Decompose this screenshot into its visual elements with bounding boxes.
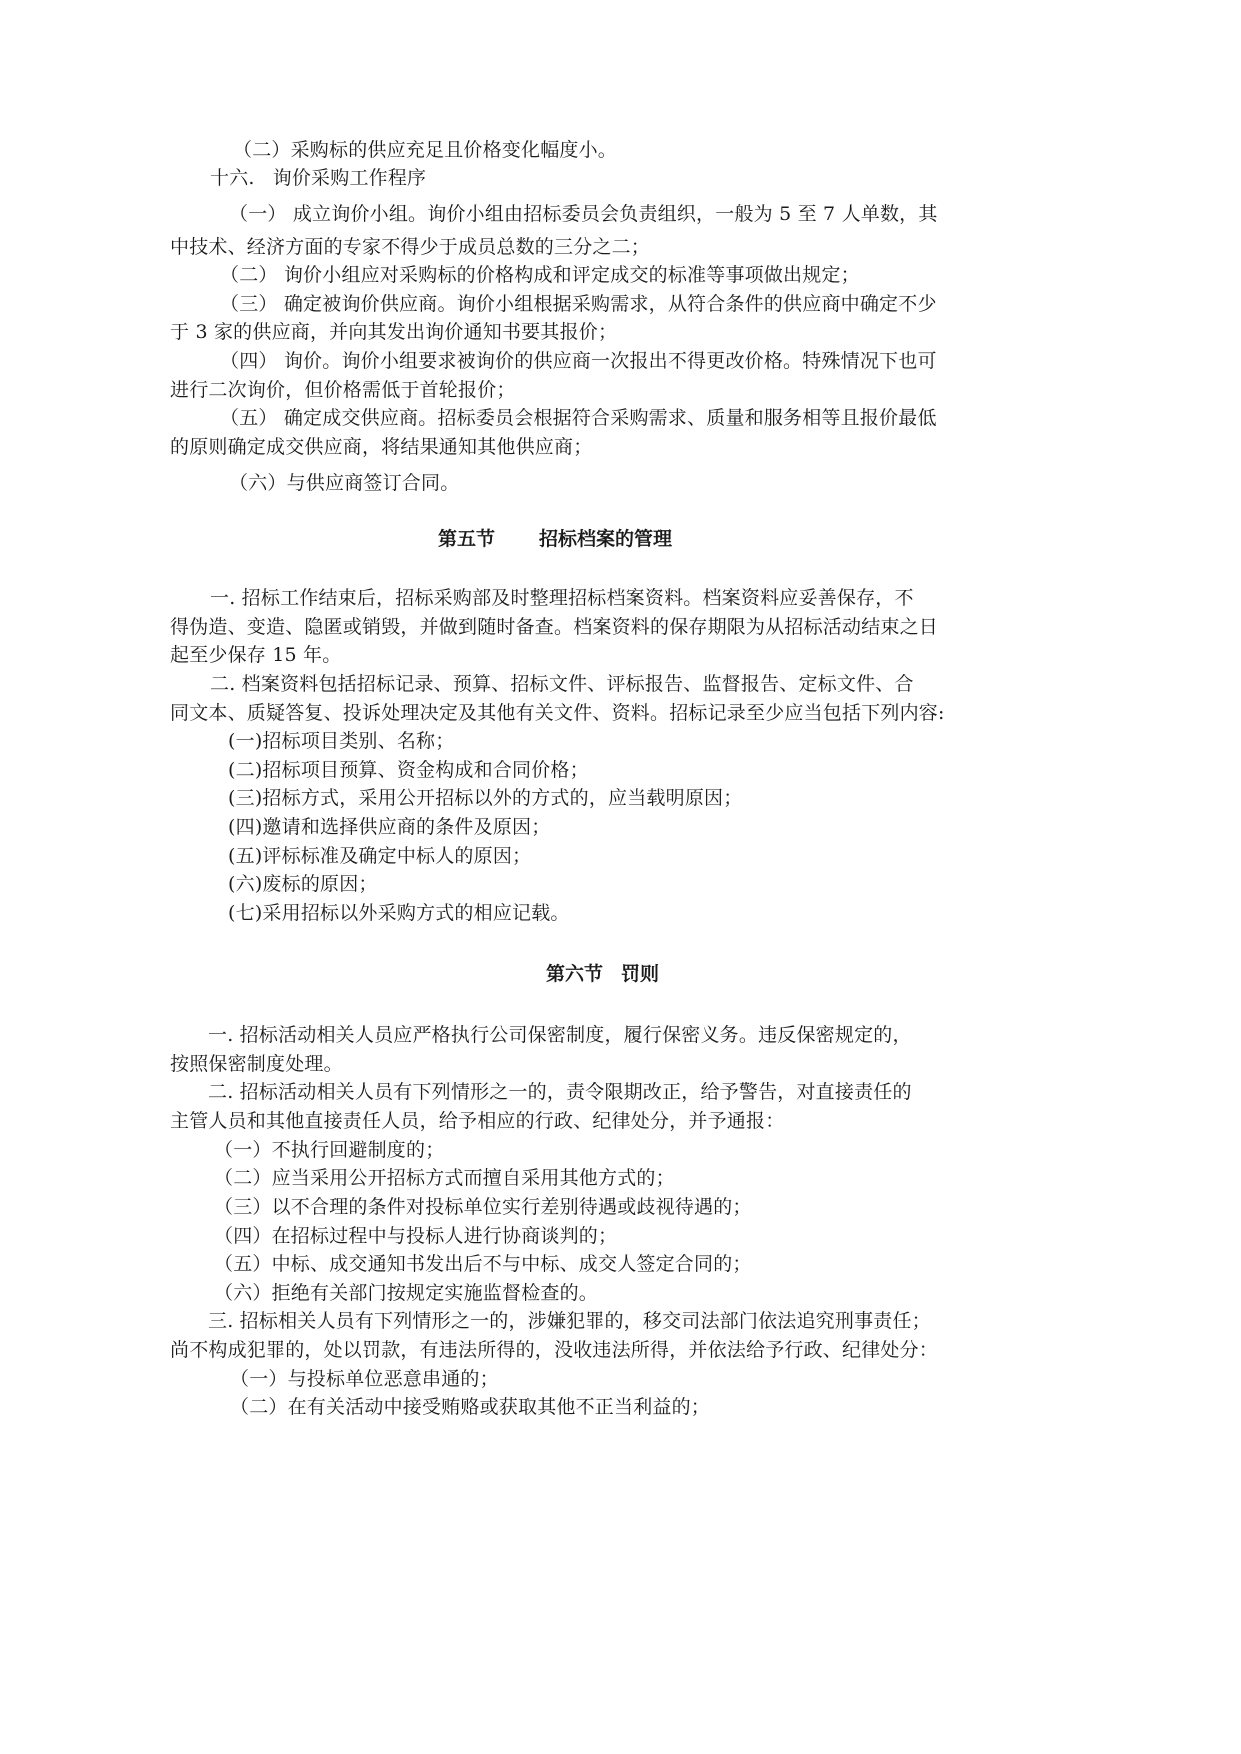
paragraph-line: （五） 确定成交供应商。招标委员会根据符合采购需求、质量和服务相等且报价最低 [220, 407, 937, 429]
list-item: (四)邀请和选择供应商的条件及原因； [228, 816, 551, 838]
list-item: （二）在有关活动中接受贿赂或获取其他不正当利益的； [230, 1396, 711, 1418]
paragraph-line: 主管人员和其他直接责任人员，给予相应的行政、纪律处分，并予通报： [170, 1110, 785, 1132]
clause-title: 询价采购工作程序 [272, 167, 427, 189]
section-number: 第五节 [438, 528, 496, 550]
section-heading [438, 527, 672, 551]
section-number: 第六节 [546, 963, 604, 985]
paragraph-line: 一. 招标活动相关人员应严格执行公司保密制度，履行保密义务。违反保密规定的， [208, 1024, 912, 1046]
paragraph-line: 中技术、经济方面的专家不得少于成员总数的三分之二； [170, 236, 651, 258]
paragraph-line: 三. 招标相关人员有下列情形之一的，涉嫌犯罪的，移交司法部门依法追究刑事责任； [208, 1310, 931, 1332]
list-item: （六）拒绝有关部门按规定实施监督检查的。 [214, 1282, 599, 1304]
paragraph-line: 尚不构成犯罪的，处以罚款，有违法所得的，没收违法所得，并依法给予行政、纪律处分： [170, 1339, 939, 1361]
list-item: (一)招标项目类别、名称； [228, 730, 455, 752]
list-item: （四）在招标过程中与投标人进行协商谈判的； [214, 1225, 618, 1247]
section-title: 罚则 [621, 963, 660, 985]
list-item: （二）应当采用公开招标方式而擅自采用其他方式的； [214, 1167, 675, 1189]
paragraph-line: （二） 询价小组应对采购标的价格构成和评定成交的标准等事项做出规定； [220, 264, 860, 286]
paragraph-line: 二. 档案资料包括招标记录、预算、招标文件、评标报告、监督报告、定标文件、合 [210, 673, 914, 695]
paragraph-line: （六）与供应商签订合同。 [229, 472, 460, 494]
paragraph-line: （四） 询价。询价小组要求被询价的供应商一次报出不得更改价格。特殊情况下也可 [220, 350, 937, 372]
paragraph-line: 二. 招标活动相关人员有下列情形之一的，责令限期改正，给予警告，对直接责任的 [208, 1081, 912, 1103]
list-item: (二)招标项目预算、资金构成和合同价格； [228, 759, 589, 781]
list-item: （五）中标、成交通知书发出后不与中标、成交人签定合同的； [214, 1253, 752, 1275]
list-item: (三)招标方式，采用公开招标以外的方式的，应当载明原因； [228, 787, 743, 809]
paragraph-line: 进行二次询价，但价格需低于首轮报价； [170, 379, 516, 401]
list-item: （一）与投标单位恶意串通的； [230, 1368, 499, 1390]
paragraph-line: 得伪造、变造、隐匿或销毁，并做到随时备查。档案资料的保存期限为从招标活动结束之日 [170, 616, 939, 638]
paragraph-line: 于 3 家的供应商，并向其发出询价通知书要其报价； [170, 321, 618, 343]
list-item: (六)废标的原因； [228, 873, 378, 895]
section-title: 招标档案的管理 [539, 528, 673, 550]
clause-heading [210, 166, 426, 190]
paragraph-line: （一） 成立询价小组。询价小组由招标委员会负责组织，一般为 5 至 7 人单数，其 [229, 203, 938, 225]
paragraph-line: 的原则确定成交供应商，将结果通知其他供应商； [170, 436, 593, 458]
list-item: （三）以不合理的条件对投标单位实行差别待遇或歧视待遇的； [214, 1196, 752, 1218]
paragraph-line: 起至少保存 15 年。 [170, 644, 342, 666]
paragraph-line: 按照保密制度处理。 [170, 1053, 343, 1075]
list-item: (五)评标标准及确定中标人的原因； [228, 845, 532, 867]
paragraph-line: 同文本、质疑答复、投诉处理决定及其他有关文件、资料。招标记录至少应当包括下列内容: [170, 702, 945, 724]
section-heading [546, 962, 659, 986]
paragraph-line: （三） 确定被询价供应商。询价小组根据采购需求，从符合条件的供应商中确定不少 [220, 293, 937, 315]
paragraph-line: （二）采购标的供应充足且价格变化幅度小。 [233, 139, 618, 161]
paragraph-line: 一. 招标工作结束后，招标采购部及时整理招标档案资料。档案资料应妥善保存，不 [210, 587, 914, 609]
clause-number: 十六. [210, 167, 255, 189]
list-item: (七)采用招标以外采购方式的相应记载。 [228, 902, 570, 924]
list-item: （一）不执行回避制度的； [214, 1139, 445, 1161]
